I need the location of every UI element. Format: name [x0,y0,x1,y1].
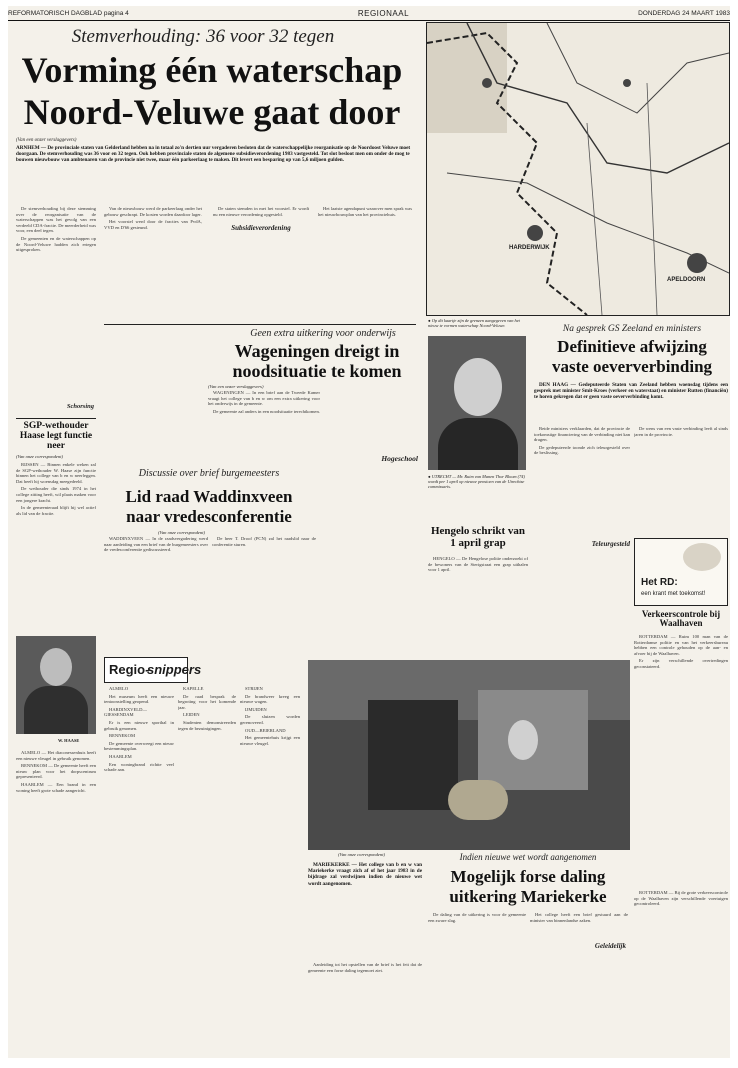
ad-title: Het RD: [641,577,678,588]
masthead [8,6,730,21]
masthead-section: REGIONAAL [357,8,410,18]
a8-lead: MARIEKERKE — Het college van b en w van Mariekerke vraagt zich af of het jaar 1983 in de bijdrage zal verdwijnen indien de nieuwe wet wordt aangenomen. [308,862,422,887]
snippers-place: LEIDEN [183,712,200,718]
haase-photo [16,636,96,734]
a1-lead: ARNHEM — De provinciale staten van Gelderland hebben na in totaal zo'n dertien uur vergaderen besloten dat de waterschappelijke reorganisatie op de Noordoost Veluwe moet doorgaan. De stemverhouding was 36 voor en 32 tegen. Ook hebben provinciale staten de algemene subsidieverordening 1983 vastgesteld. Tot slot besloot men om onder de mog te bouwen nieuwbouw van ambtenaren van de provincie niet twee, maar één parkeerlaag te maken. Dit levert een besparing op van 5,6 miljoen gulden. [16,145,411,164]
a4-subhead: Teleurgesteld [591,540,630,548]
a3-column-1: WAGENINGEN — In een brief aan de Tweede Kamer vraagt het college van b en w om een extra uitkering voor het onderwijs in de gemeente. De gemeente zal anders in een noodsituatie terechtkomen. [208,390,320,414]
a6-title-2: naar vredesconferentie [126,507,292,526]
a5-title: Verkeerscontrole bij Waalhaven [641,609,721,629]
a1-subhead-schorsing: Schorsing [66,403,94,410]
a2-column-more: ALMELO — Het diaconessenhuis heeft een nieuwe vleugel in gebruik genomen. BENNEKOM — De gemeente heeft een nieuw plan voor het dorpscentrum gepresenteerd. HAARLEM — Een brand in een woning heeft grote schade aangericht. [16,750,96,793]
a4-column-1: Beide ministers verklaarden, dat de provincie de toekomstige financiering van de verbinding niet kan dragen. De gedeputeerde toonde zich teleurgesteld over de beslissing. [534,426,630,456]
portrait-photo [428,336,526,470]
snippers-place: OUD—BEIERLAND [245,727,286,733]
a3-title-1: Wageningen dreigt in [234,341,400,361]
a4-kicker: Na gesprek GS Zeeland en ministers [562,324,702,334]
a3-kicker: Geen extra uitkering voor onderwijs [250,328,396,339]
a4-title-1: Definitieve afwijzing [557,337,707,356]
a6-column-2: De heer T. Droof (PCN) zal het raadslid naar de conferentie sturen. [212,536,316,547]
a1-column-4: Het laatste agendapunt waarover men sprak was het nieuwbouwplan van het provinciehuis. [318,206,412,217]
snippers-column-1: ALMELO Het museum heeft een nieuwe tentoonstelling geopend. HARDINXVELD—GIESSENDAM Er is een nieuwe sporthal in gebruik genomen. BENNEKOM De gemeente overweegt een nieuw bestemmingsplan. HAARLEM Een woningbrand richtte veel schade aan. [104,686,174,773]
snippers-place: ALMELO [109,686,129,691]
portrait-caption: ● UTRECHT — Mr. Ruim van Manen Thor Bloom (74) wordt per 1 april op nieuwe pensioen van de Utrechtse commissaris. [428,474,525,490]
a8-title-1: Mogelijk forse daling [450,867,606,886]
snippers-title-2: snippers [147,662,202,677]
snippers-column-2: KAPELLE De raad besprak de begroting voor het komende jaar. LEIDEN Studenten demonstreerden tegen de bezuinigingen. [178,686,236,731]
a1-byline: (Van een onzer verslaggevers) [16,138,77,143]
map-label-apeldoorn: APELDOORN [667,277,706,283]
a2-body: RIJSSEN — Binnen enkele weken zal de SGP-wethouder W. Haase zijn functie binnen het college van b en w neerleggen. Dat heeft hij woensdag meegedeeld. De wethouder die sinds 1974 in het college zitting heeft, wil plaats maken voor een jongere kracht. In de gemeenteraad blijft hij wel actief als lid van de fractie. [16,462,96,516]
a1-column-1: De stemverhouding bij deze stemming over de reorganisatie van de waterschappen was het gevolg van een verdeeld CDA-fractie. De meerderheid was voor, een deel tegen. De gemeenten en de waterschappen op de Noord-Veluwe hadden zich ertegen uitgesproken. [16,206,96,253]
a1-subhead-subsidie: Subsidieverordening [231,224,291,232]
a1-title-1: Vorming één waterschap [21,50,403,90]
a4-title-2: vaste oeververbinding [551,357,713,376]
a8-column-3: Het college heeft een brief gestuurd aan de minister van binnenlandse zaken. [530,912,628,923]
a6-title-1: Lid raad Waddinxveen [125,487,293,506]
a6-byline: (Van onze correspondent) [158,530,206,535]
a8-kicker: Indien nieuwe wet wordt aangenomen [459,852,597,862]
newspaper-page [8,6,730,1058]
a6-column-1: WADDINXVEEN — In de raadsvergadering werd naar aanleiding van een brief van de burgemeesters over de vredesconferentie gediscussieerd. [104,536,208,553]
snippers-title-1: Regio- [109,662,150,677]
a3-byline: (Van een onzer verslaggevers) [208,384,264,389]
a8-column-2: De daling van de uitkering is voor de gemeente een zware slag. [428,912,526,923]
a3-title-2: noodsituatie te komen [232,361,402,381]
snippers-place: HARDINXVELD—GIESSENDAM [104,706,148,718]
snippers-place: BENNEKOM [109,733,136,739]
a8-subhead: Geleidelijk [594,942,626,950]
a1-column-2: Van de nieuwbouw werd de parkeerlaag onder het gebouw geschrapt. De kosten worden daardoor lager. Het voorstel werd door de fracties van PvdA, VVD en D'66 gesteund. [104,206,202,230]
snippers-column-3: STRIJEN De brandweer kreeg een nieuwe wagen. IJMUIDEN De sluizen worden gerenoveerd. OUD—BEIERLAND Het gemeentehuis krijgt een nieuwe vleugel. [240,686,300,746]
masthead-date: DONDERDAG 24 MAART 1983 [638,9,730,17]
snippers-place: STRIJEN [245,686,263,691]
haase-caption: W. HAASE [58,738,80,743]
divider [16,418,96,419]
map-caption: ● Op dit kaartje zijn de grenzen aangegeven van het nieuw te vormen waterschap Noord-Veluwe. [428,318,520,329]
snippers-place: IJMUIDEN [245,706,267,712]
divider [104,324,416,325]
a3-subhead: Hogeschool [381,454,418,463]
a4-column-2: De wens van een vaste verbinding leeft al sinds jaren in de provincie. [634,426,728,437]
a1-title-2: Noord-Veluwe gaat door [23,92,401,132]
masthead-left: REFORMATORISCH DAGBLAD pagina 4 [8,9,129,17]
bird-icon [683,543,721,571]
mariekerke-photo [308,660,630,850]
a5-body: ROTTERDAM — Ruim 100 man van de Rotterdamse politie en van het verkeersbureau hebben een controle gehouden op de aan- en afvoer bij de Waalhaven. Er zijn verschillende overtredingen geconstateerd. [634,634,728,669]
snippers-place: KAPELLE [183,686,204,691]
a8-title-2: uitkering Mariekerke [449,887,607,906]
a8-column-4: ROTTERDAM — Bij de grote verkeerscontrole op de Waalhaven zijn verschillende voertuigen gecontroleerd. [634,890,728,907]
map-graphic [427,23,729,315]
a1-column-3: De staten stemden in met het voorstel. Er wordt nu een nieuwe verordening opgesteld. [213,206,309,217]
a8-column-1: Aanleiding tot het opstellen van de brief is het feit dat de gemeente een forse daling tegemoet ziet. [308,962,422,973]
a1-kicker: Stemverhouding: 36 voor 32 tegen [71,26,335,47]
a7-body: HENGELO — De Hengelose politie onderzoekt of de bewoners van de Sterigstraat een grap uithalen voor 1 april. [428,556,528,573]
snippers-banner [104,657,202,683]
snippers-place: HAARLEM [109,753,132,759]
a7-title: Hengelo schrikt van 1 april grap [430,525,526,549]
a2-title: SGP-wethouder Haase legt functie neer [19,421,93,451]
rd-advertisement [634,538,728,606]
map-label-harderwijk: HARDERWIJK [509,245,550,251]
map [426,22,730,316]
a2-byline: (Van onze correspondent) [16,454,64,459]
photo-caption: (Van onze correspondent) [338,852,386,857]
a6-kicker: Discussie over brief burgemeesters [138,468,280,479]
ad-text: een krant met toekomst! [641,591,706,597]
a4-lead: DEN HAAG — Gedeputeerde Staten van Zeeland hebben woensdag tijdens een gesprek met minister Smit-Kroes (verkeer en waterstaat) en minister Rutten (financiën) te horen gekregen dat er geen vaste oeververbinding komt. [534,382,728,401]
